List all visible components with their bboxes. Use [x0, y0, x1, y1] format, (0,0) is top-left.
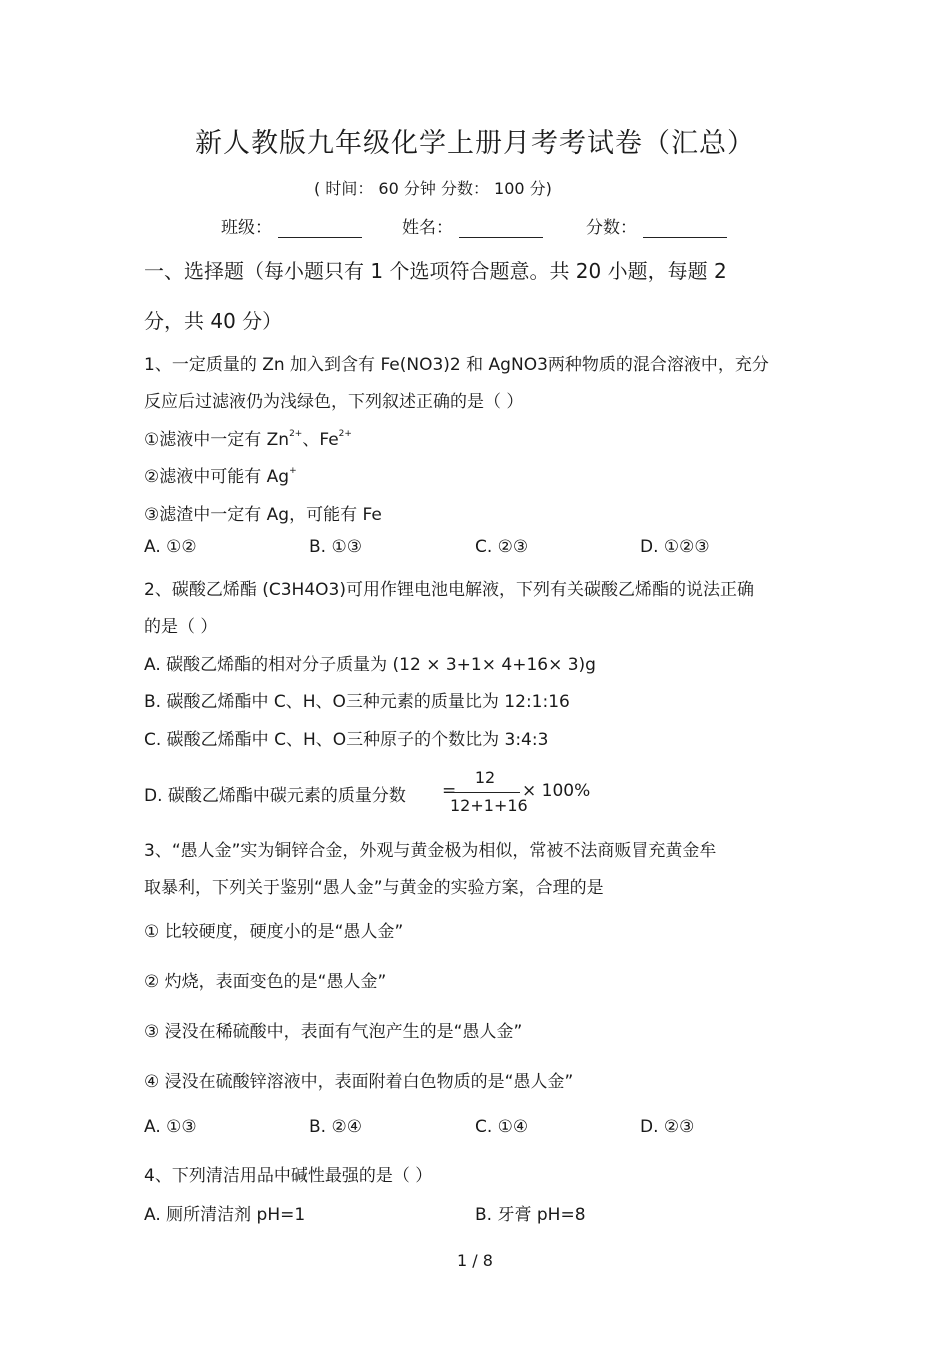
q3-statement-1: ① 比较硬度，硬度小的是“愚人金”	[144, 922, 404, 942]
q2-fraction-bar	[450, 792, 520, 793]
q3-statement-3: ③ 浸没在稀硫酸中，表面有气泡产生的是“愚人金”	[144, 1022, 523, 1042]
page-number: 1 / 8	[457, 1251, 493, 1270]
q3-statement-2: ② 灼烧，表面变色的是“愚人金”	[144, 972, 387, 992]
q2-fraction-denominator: 12+1+16	[450, 796, 528, 815]
page-title: 新人教版九年级化学上册月考考试卷（汇总）	[195, 128, 755, 159]
name-blank	[459, 219, 543, 238]
class-field	[221, 213, 362, 238]
q3-option-b: B. ②④	[309, 1117, 362, 1137]
q3-stem-line1: 3、“愚人金”实为铜锌合金，外观与黄金极为相似，常被不法商贩冒充黄金牟	[144, 841, 717, 861]
name-label: 姓名：	[402, 218, 453, 238]
q1-s1-sup1: 2+	[289, 429, 303, 439]
q2-stem-line1: 2、碳酸乙烯酯 (C3H4O3)可用作锂电池电解液，下列有关碳酸乙烯酯的说法正确	[144, 580, 754, 600]
score-blank	[643, 219, 727, 238]
q2-option-a: A. 碳酸乙烯酯的相对分子质量为 (12 × 3+1× 4+16× 3)g	[144, 655, 596, 675]
score-field	[586, 213, 727, 238]
q4-option-b: B. 牙膏 pH=8	[475, 1205, 586, 1225]
q4-stem: 4、下列清洁用品中碱性最强的是（ ）	[144, 1166, 433, 1186]
q2-option-b: B. 碳酸乙烯酯中 C、H、O三种元素的质量比为 12:1:16	[144, 692, 570, 712]
q1-option-c: C. ②③	[475, 537, 529, 557]
q1-stem-line1: 1、一定质量的 Zn 加入到含有 Fe(NO3)2 和 AgNO3两种物质的混合溶液中，充分	[144, 355, 769, 375]
q3-stem-line2: 取暴利，下列关于鉴别“愚人金”与黄金的实验方案，合理的是	[144, 878, 604, 898]
q3-option-c: C. ①④	[475, 1117, 529, 1137]
q3-option-d: D. ②③	[640, 1117, 695, 1137]
q2-fraction-numerator: 12	[474, 768, 496, 787]
q1-statement-3: ③滤渣中一定有 Ag，可能有 Fe	[144, 505, 382, 525]
q4-option-a: A. 厕所清洁剂 pH=1	[144, 1205, 306, 1225]
q1-s1-mid: 、Fe	[302, 430, 339, 450]
q3-option-a: A. ①③	[144, 1117, 197, 1137]
q3-statement-4: ④ 浸没在硫酸锌溶液中，表面附着白色物质的是“愚人金”	[144, 1072, 574, 1092]
q2-option-d-equals: =	[442, 781, 457, 801]
section-heading-line1: 一、选择题（每小题只有 1 个选项符合题意。共 20 小题，每题 2	[144, 259, 727, 283]
q1-s2-sup: +	[289, 466, 297, 476]
q1-stem-line2: 反应后过滤液仍为浅绿色，下列叙述正确的是（ ）	[144, 392, 524, 412]
q1-s1-sup2: 2+	[338, 429, 352, 439]
q1-option-d: D. ①②③	[640, 537, 710, 557]
q1-option-b: B. ①③	[309, 537, 362, 557]
exam-time-score: ( 时间： 60 分钟 分数： 100 分)	[314, 179, 552, 198]
class-label: 班级：	[221, 218, 272, 238]
name-field	[402, 213, 543, 238]
q1-statement-2	[144, 462, 297, 487]
q1-option-a: A. ①②	[144, 537, 197, 557]
q2-option-d-tail: × 100%	[522, 781, 591, 801]
section-heading-line2: 分，共 40 分）	[144, 309, 283, 333]
q2-option-d-label: D. 碳酸乙烯酯中碳元素的质量分数	[144, 786, 406, 806]
q1-statement-1	[144, 425, 352, 450]
q2-option-c: C. 碳酸乙烯酯中 C、H、O三种原子的个数比为 3:4:3	[144, 730, 549, 750]
class-blank	[278, 219, 362, 238]
q1-s2-text: ②滤液中可能有 Ag	[144, 467, 290, 487]
q2-stem-line2: 的是（ ）	[144, 617, 218, 637]
q1-s1-text: ①滤液中一定有 Zn	[144, 430, 290, 450]
score-label: 分数：	[586, 218, 637, 238]
